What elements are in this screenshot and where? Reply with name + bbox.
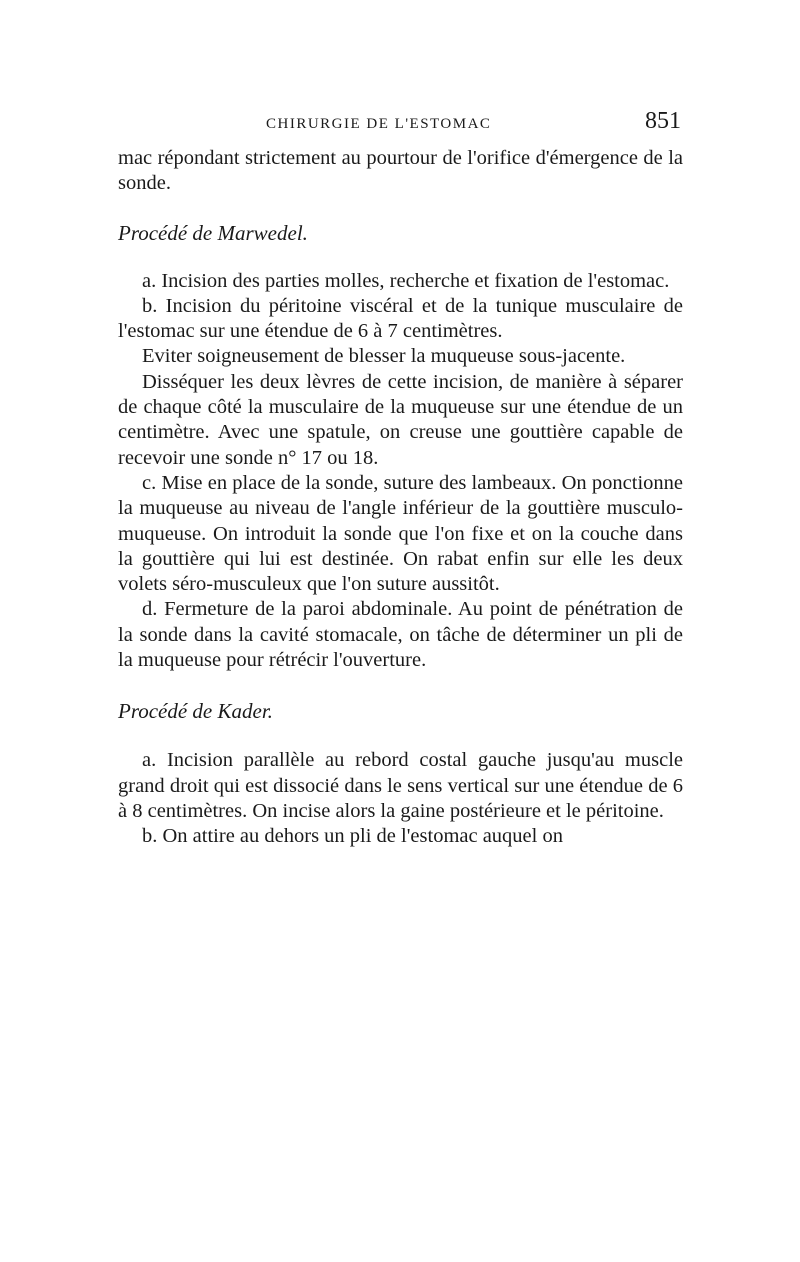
running-title: CHIRURGIE DE L'ESTOMAC (266, 116, 492, 132)
paragraph-kader-a: a. Incision parallèle au rebord costal gauche jusqu'au muscle grand droit qui est dissocié dans le sens vertical sur une étendue de 6 à 8 centimètres. On incise alors la gaine postérieure et le péritoine. (118, 749, 683, 822)
running-head (118, 108, 683, 146)
section-heading-kader: Procédé de Kader. (118, 699, 273, 724)
paragraph-kader-b: b. On attire au dehors un pli de l'estomac auquel on (142, 825, 563, 848)
paragraph-dissequer: Disséquer les deux lèvres de cette incision, de manière à séparer de chaque côté la musculaire de la muqueuse sur une étendue de un centimètre. Avec une spatule, on creuse une gouttière capable de recevoir une sonde n° 17 ou 18. (118, 370, 683, 469)
book-page (118, 108, 683, 850)
page-body (118, 146, 683, 850)
paragraph-marwedel-c: c. Mise en place de la sonde, suture des lambeaux. On ponctionne la muqueuse au niveau de l'angle inférieur de la gouttière musculo-muqueuse. On introduit la sonde que l'on fixe et on la couche dans la gouttière qui lui est destinée. On rabat enfin sur elle les deux volets séro-musculeux que l'on suture aussitôt. (118, 471, 683, 596)
paragraph-intro: mac répondant strictement au pourtour de l'orifice d'émergence de la sonde. (118, 147, 683, 195)
paragraph-marwedel-d: d. Fermeture de la paroi abdominale. Au point de pénétration de la sonde dans la cavité stomacale, on tâche de déterminer un pli de la muqueuse pour rétrécir l'ouverture. (118, 598, 683, 672)
page-number: 851 (645, 108, 681, 134)
paragraph-marwedel-b: b. Incision du péritoine viscéral et de la tunique musculaire de l'estomac sur une étendue de 6 à 7 centimètres. (118, 294, 683, 343)
paragraph-marwedel-a: a. Incision des parties molles, recherche et fixation de l'estomac. (142, 269, 670, 292)
paragraph-eviter: Eviter soigneusement de blesser la muqueuse sous-jacente. (142, 345, 626, 368)
section-heading-marwedel: Procédé de Marwedel. (118, 220, 308, 245)
